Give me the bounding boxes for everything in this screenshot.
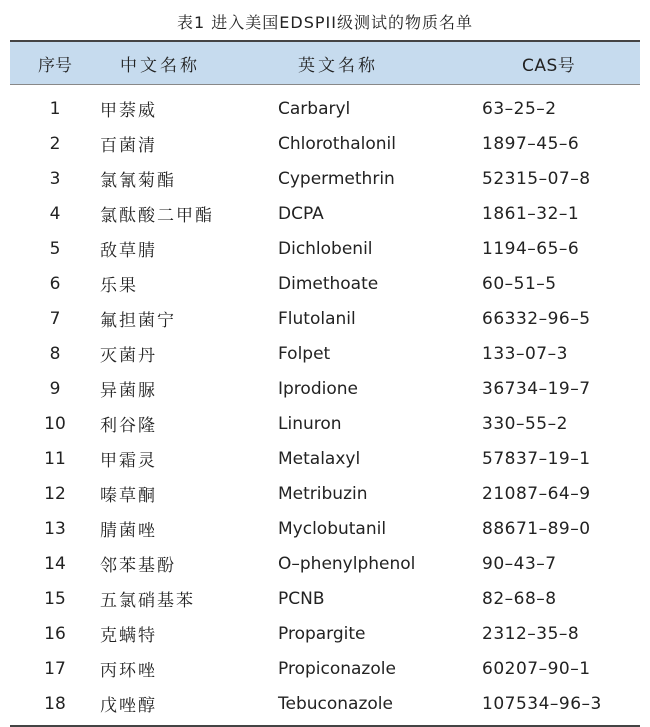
cell-no: 2 (49, 133, 61, 154)
cell-no: 8 (49, 343, 61, 364)
cell-cas: 330–55–2 (482, 413, 568, 434)
cell-en-name: Metribuzin (278, 483, 368, 504)
cell-cas: 2312–35–8 (482, 623, 580, 644)
table-row (10, 126, 640, 161)
cell-cn-name: 氯酞酸二甲酯 (100, 206, 214, 226)
cell-en-name: Propargite (278, 623, 366, 644)
cell-cas: 57837–19–1 (482, 448, 591, 469)
cell-no: 15 (44, 588, 66, 609)
cell-en-name: Iprodione (278, 378, 358, 399)
header-cn-name: 中文名称 (120, 55, 200, 76)
table-row (10, 581, 640, 616)
table-row (10, 231, 640, 266)
table-body (10, 85, 640, 725)
table-row (10, 441, 640, 476)
cell-en-name: Propiconazole (278, 658, 396, 679)
table-row (10, 336, 640, 371)
cell-en-name: PCNB (278, 588, 325, 609)
cell-no: 6 (49, 273, 61, 294)
cell-en-name: Chlorothalonil (278, 133, 396, 154)
cell-no: 9 (49, 378, 61, 399)
cell-no: 4 (49, 203, 61, 224)
cell-cn-name: 五氯硝基苯 (100, 591, 195, 611)
cell-cn-name: 克螨特 (100, 626, 157, 646)
cell-no: 7 (49, 308, 61, 329)
cell-en-name: Dichlobenil (278, 238, 373, 259)
cell-en-name: O–phenylphenol (278, 553, 416, 574)
cell-cas: 52315–07–8 (482, 168, 591, 189)
cell-cn-name: 敌草腈 (100, 241, 157, 261)
cell-cn-name: 氟担菌宁 (100, 311, 176, 331)
cell-no: 14 (44, 553, 66, 574)
cell-cn-name: 邻苯基酚 (100, 556, 176, 576)
cell-no: 11 (44, 448, 66, 469)
cell-cas: 66332–96–5 (482, 308, 591, 329)
cell-cas: 82–68–8 (482, 588, 557, 609)
cell-cas: 88671–89–0 (482, 518, 591, 539)
cell-cas: 1897–45–6 (482, 133, 580, 154)
table-caption: 表1 进入美国EDSPII级测试的物质名单 (177, 13, 473, 32)
header-no: 序号 (38, 55, 72, 76)
cell-cas: 36734–19–7 (482, 378, 591, 399)
cell-en-name: Dimethoate (278, 273, 379, 294)
cell-cas: 107534–96–3 (482, 693, 602, 714)
cell-en-name: Metalaxyl (278, 448, 361, 469)
cell-cn-name: 灭菌丹 (100, 346, 157, 366)
table-row (10, 371, 640, 406)
cell-cas: 60207–90–1 (482, 658, 591, 679)
cell-cas: 63–25–2 (482, 98, 557, 119)
header-en-name: 英文名称 (298, 55, 378, 76)
table-row (10, 301, 640, 336)
cell-no: 3 (49, 168, 61, 189)
cell-en-name: Myclobutanil (278, 518, 387, 539)
cell-cn-name: 甲霜灵 (100, 451, 157, 471)
cell-no: 5 (49, 238, 61, 259)
cell-no: 1 (49, 98, 61, 119)
cell-cas: 60–51–5 (482, 273, 557, 294)
cell-cn-name: 腈菌唑 (100, 521, 157, 541)
cell-en-name: Linuron (278, 413, 342, 434)
table-row (10, 91, 640, 126)
cell-en-name: Folpet (278, 343, 331, 364)
table-row (10, 406, 640, 441)
cell-no: 12 (44, 483, 66, 504)
table-row (10, 651, 640, 686)
cell-en-name: Carbaryl (278, 98, 351, 119)
cell-cn-name: 嗪草酮 (100, 486, 157, 506)
cell-no: 18 (44, 693, 66, 714)
cell-cas: 133–07–3 (482, 343, 568, 364)
cell-cn-name: 百菌清 (100, 136, 157, 156)
cell-en-name: DCPA (278, 203, 324, 224)
table-row (10, 686, 640, 721)
cell-cas: 1861–32–1 (482, 203, 580, 224)
cell-cas: 90–43–7 (482, 553, 557, 574)
cell-cn-name: 丙环唑 (100, 661, 157, 681)
table-row (10, 546, 640, 581)
cell-cn-name: 异菌脲 (100, 381, 157, 401)
cell-en-name: Tebuconazole (278, 693, 393, 714)
cell-en-name: Flutolanil (278, 308, 356, 329)
table-row (10, 511, 640, 546)
table-header-row (10, 42, 640, 85)
cell-cn-name: 戊唑醇 (100, 696, 157, 716)
table-row (10, 196, 640, 231)
cell-cn-name: 利谷隆 (100, 416, 157, 436)
cell-cn-name: 氯氰菊酯 (100, 171, 176, 191)
header-cas: CAS号 (522, 55, 576, 76)
cell-no: 16 (44, 623, 66, 644)
cell-no: 17 (44, 658, 66, 679)
cell-cn-name: 乐果 (100, 276, 138, 296)
table-row (10, 161, 640, 196)
table-row (10, 266, 640, 301)
cell-cn-name: 甲萘威 (100, 101, 157, 121)
table-row (10, 616, 640, 651)
table-row (10, 476, 640, 511)
substance-table (10, 40, 640, 727)
cell-cas: 21087–64–9 (482, 483, 591, 504)
cell-no: 13 (44, 518, 66, 539)
cell-en-name: Cypermethrin (278, 168, 395, 189)
cell-no: 10 (44, 413, 66, 434)
cell-cas: 1194–65–6 (482, 238, 580, 259)
